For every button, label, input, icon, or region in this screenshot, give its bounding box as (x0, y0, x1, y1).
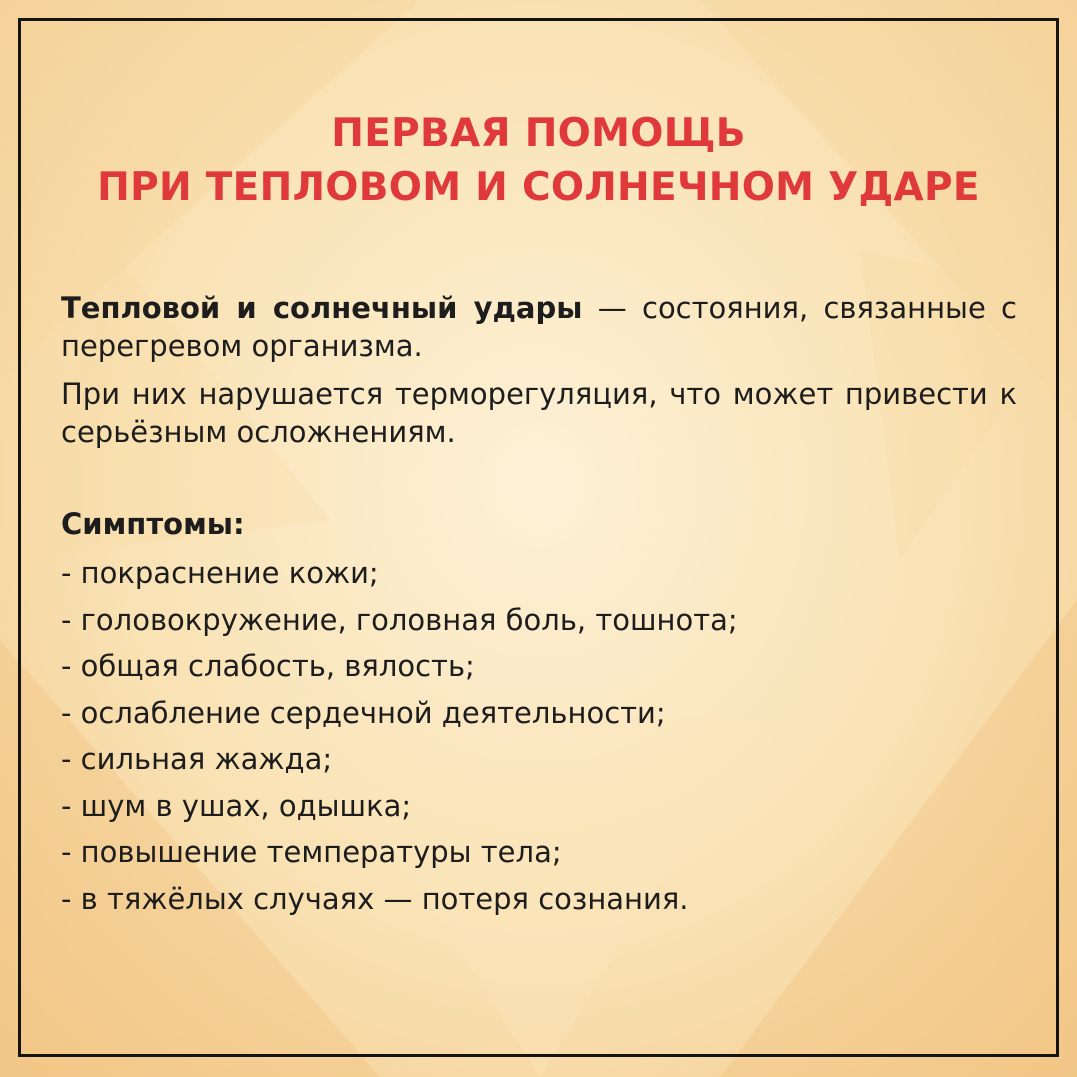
symptom-item: - головокружение, головная боль, тошнота; (61, 602, 738, 637)
page-title-line1: ПЕРВАЯ ПОМОЩЬ (331, 111, 746, 156)
symptom-item: - покраснение кожи; (61, 556, 379, 590)
intro-paragraph-2: При них нарушается терморегуляция, что может привести к серьёзным осложнениям. (61, 377, 1017, 449)
symptom-item: - ослабление сердечной деятельности; (61, 695, 666, 730)
page-title-line2: ПРИ ТЕПЛОВОМ И СОЛНЕЧНОМ УДАРЕ (97, 165, 980, 210)
symptom-item: - сильная жажда; (61, 742, 333, 776)
symptom-item: - общая слабость, вялость; (61, 649, 475, 683)
symptoms-list (61, 550, 738, 922)
symptom-item: - повышение температуры тела; (61, 835, 562, 869)
symptom-item: - в тяжёлых случаях — потеря сознания. (61, 881, 689, 916)
intro-term: Тепловой и солнечный удары (61, 291, 583, 325)
symptoms-heading: Симптомы: (61, 507, 245, 541)
symptom-item: - шум в ушах, одышка; (61, 788, 412, 823)
intro-paragraph (61, 289, 1017, 365)
intro-definition: — состояния, связанные с перегревом организма. (61, 291, 1018, 363)
